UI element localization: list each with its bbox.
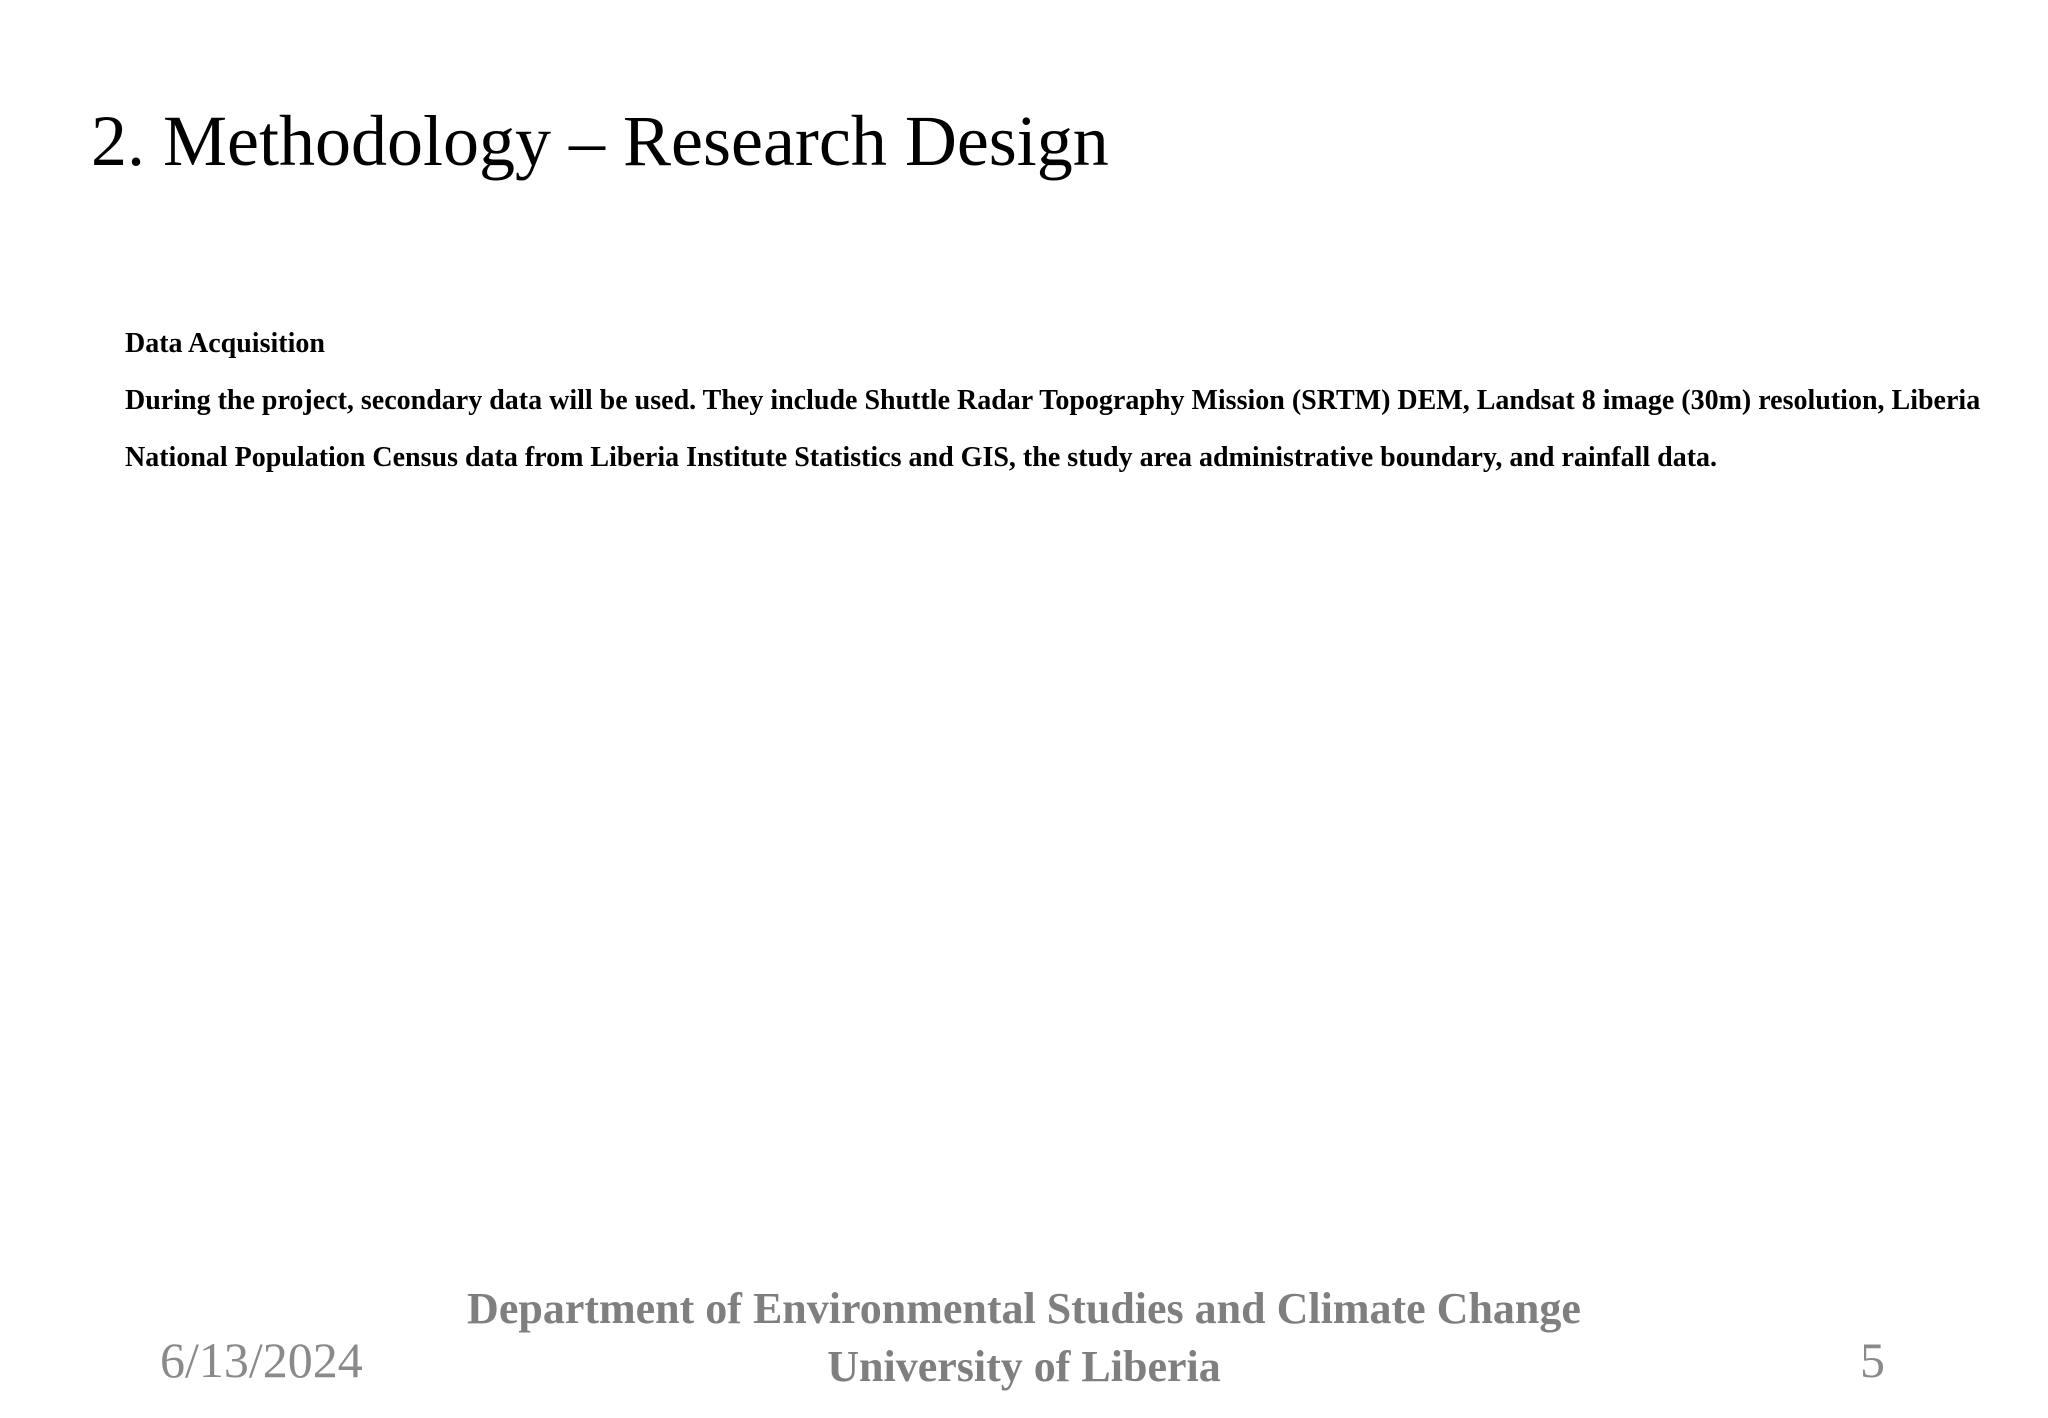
slide-number: 5 <box>1860 1332 1885 1388</box>
footer-date: 6/13/2024 <box>160 1332 363 1388</box>
footer-institution <box>0 1280 2048 1396</box>
body-paragraph: During the project, secondary data will be used. They include Shuttle Radar Topography Mission (SRTM) DEM, Landsat 8 image (30m) resolution, Liberia National Population Census data from Liberia Institute Statistics and GIS, the study area administrative boundary, and rainfall data. <box>125 385 1981 473</box>
slide-body <box>125 315 2005 486</box>
slide-title: 2. Methodology – Research Design <box>91 101 1109 181</box>
section-heading: Data Acquisition <box>125 328 325 359</box>
footer-department: Department of Environmental Studies and Climate Change <box>467 1284 1581 1333</box>
footer-university: University of Liberia <box>827 1342 1221 1391</box>
